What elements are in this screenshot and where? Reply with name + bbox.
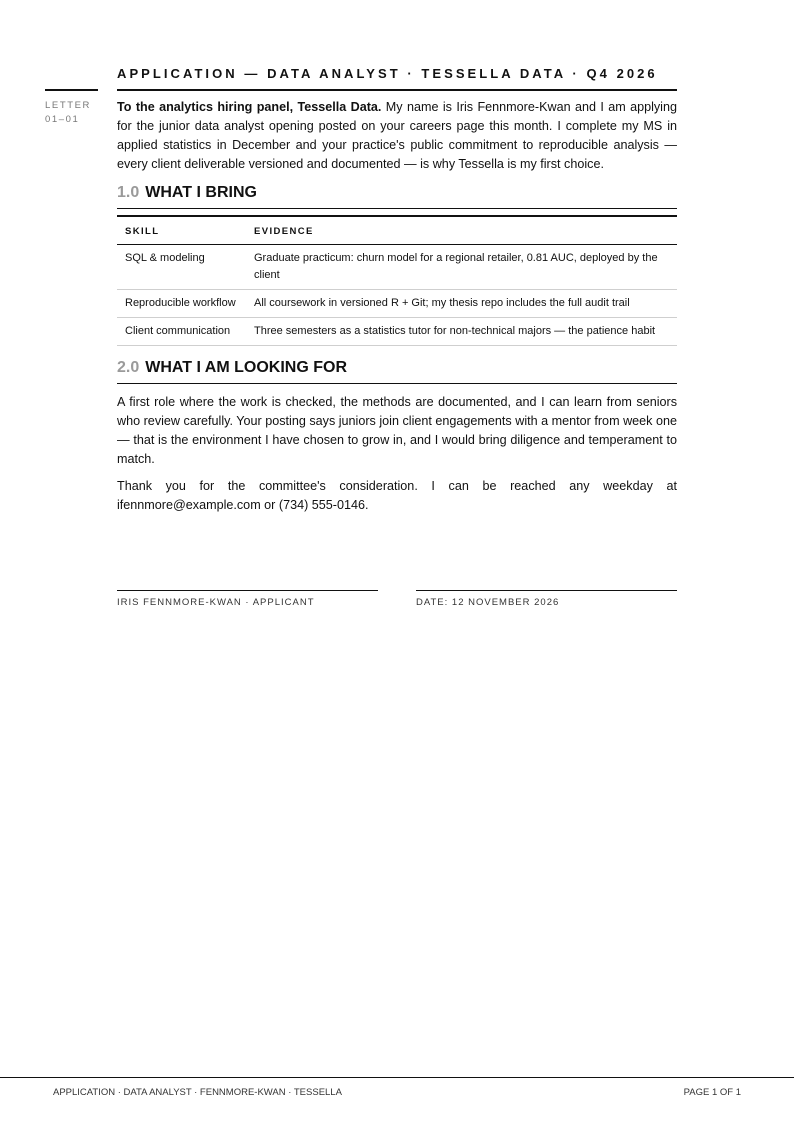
footer-rule [0,1077,794,1078]
skills-table [117,215,677,346]
skill-cell: SQL & modeling [117,245,246,290]
skill-cell: Reproducible workflow [117,290,246,318]
evidence-cell: Graduate practicum: churn model for a regional retailer, 0.81 AUC, deployed by the client [246,245,677,290]
signature-line-applicant: IRIS FENNMORE-KWAN · APPLICANT [117,590,378,609]
table-row [117,318,677,346]
intro-paragraph [117,98,677,174]
section-title: WHAT I AM LOOKING FOR [145,359,347,376]
table-header-row [117,216,677,245]
margin-label-letter: LETTER [45,100,92,111]
section-title: WHAT I BRING [145,184,257,201]
margin-rule [45,89,98,91]
table-row [117,245,677,290]
column-header-skill: SKILL [117,216,246,245]
closing-paragraph: Thank you for the committee's consideration. I can be reached any weekday at ifennmore@example.com or (734) 555-0146. [117,479,677,512]
letter-body [117,98,677,515]
footer-left: APPLICATION · DATA ANALYST · FENNMORE-KWAN · TESSELLA [53,1087,342,1098]
page-number: PAGE 1 OF 1 [683,1087,741,1098]
evidence-cell: All coursework in versioned R + Git; my thesis repo includes the full audit trail [246,290,677,318]
margin-label-page: 01–01 [45,114,80,125]
skill-cell: Client communication [117,318,246,346]
section-heading-looking-for [117,358,677,384]
salutation: To the analytics hiring panel, Tessella Data. [117,100,382,114]
table-row [117,290,677,318]
intro-text: My name is Iris Fennmore-Kwan and I am applying for the junior data analyst opening posted on your careers page this month. I complete my MS in applied statistics in December and your practice's public commitment to reproducible analysis — every client deliverable versioned and documented — is why Tessella is my first choice. [117,100,677,171]
page-title: APPLICATION — DATA ANALYST · TESSELLA DATA · Q4 2026 [117,66,658,81]
looking-for-paragraph: A first role where the work is checked, the methods are documented, and I can learn from seniors who review carefully. Your posting says juniors join client engagements with a mentor from week one — that is the environment I have chosen to grow in, and I would bring diligence and temperament to match. [117,395,677,466]
signature-line-date: DATE: 12 NOVEMBER 2026 [416,590,677,609]
section-number: 1.0 [117,184,140,201]
section-heading-what-i-bring [117,183,677,209]
column-header-evidence: EVIDENCE [246,216,677,245]
section-number: 2.0 [117,359,140,376]
evidence-cell: Three semesters as a statistics tutor for non-technical majors — the patience habit [246,318,677,346]
title-rule [117,89,677,91]
